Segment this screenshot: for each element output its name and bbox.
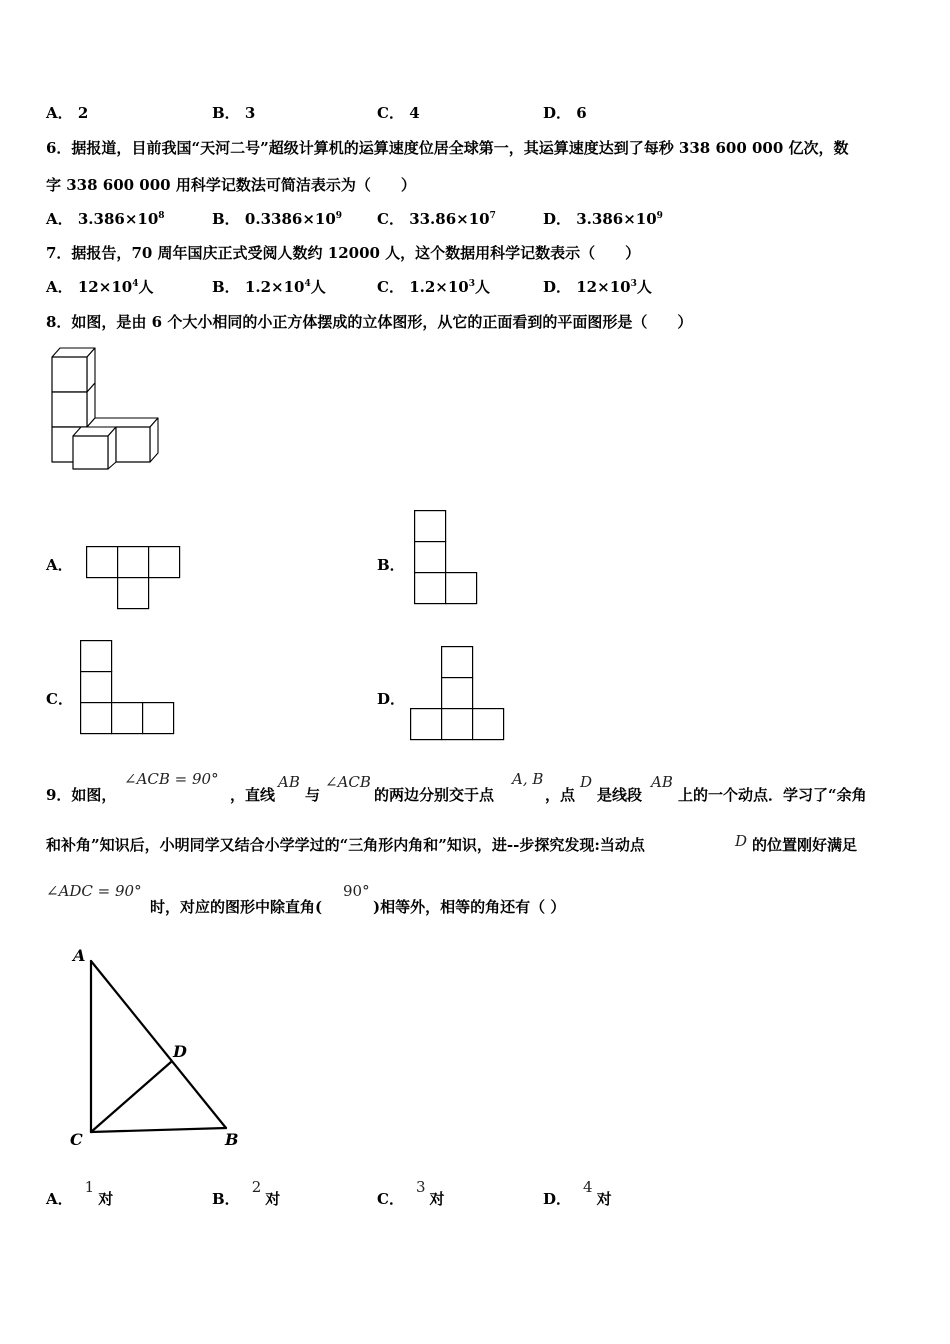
q6-option-d[interactable]: D． $3.386\times 10^9$: [543, 210, 663, 228]
q8-cube-figure: [46, 345, 162, 470]
q9-stem-line2a: 和补角”知识后，小明同学又结合小学学过的“三角形内角和”知识，进--步探究发现:当动点: [46, 836, 645, 854]
q8-option-d-figure[interactable]: [410, 646, 508, 742]
q9-stem-part2: ，直线: [230, 786, 276, 804]
q8-option-d-label[interactable]: D．: [377, 690, 406, 708]
q9-math-90: 90°: [343, 882, 370, 900]
q9-math-ab2: AB: [651, 773, 673, 791]
q9-option-c[interactable]: C．3对: [377, 1178, 445, 1208]
q9-stem-line3b: )相等外，相等的角还有（ ）: [373, 898, 566, 916]
q9-stem-part4: 的两边分别交于点: [374, 786, 495, 804]
q9-math-acb: ∠ACB: [325, 773, 371, 791]
q8-option-b-figure[interactable]: [414, 510, 480, 606]
q9-stem-part3: 与: [305, 786, 321, 804]
q9-stem-line3a: 时，对应的图形中除直角(: [150, 898, 323, 916]
q9-stem-part1: 9．如图，: [46, 786, 117, 804]
q5-option-c[interactable]: C． 4: [377, 104, 420, 122]
q9-stem-line2b: 的位置刚好满足: [752, 836, 858, 854]
vertex-label-c: C: [70, 1130, 83, 1149]
q9-math-d: D: [580, 773, 593, 791]
q9-option-b[interactable]: B．2对: [212, 1178, 281, 1208]
q5-option-d[interactable]: D． 6: [543, 104, 587, 122]
q6-option-c[interactable]: C． $33.86\times 10^7$: [377, 210, 496, 228]
vertex-label-d: D: [173, 1042, 187, 1061]
q5-option-a[interactable]: A． 2: [46, 104, 89, 122]
q8-option-b-label[interactable]: B．: [377, 556, 405, 574]
q7-option-b[interactable]: B． $1.2\times 10^4$人: [212, 278, 326, 296]
vertex-label-b: B: [225, 1130, 239, 1149]
q7-stem: 7．据报告，70 周年国庆正式受阅人数约 12000 人，这个数据用科学记数表示（ ）: [46, 244, 641, 262]
q9-option-a[interactable]: A．1对: [46, 1178, 114, 1208]
q8-option-c-figure[interactable]: [80, 640, 178, 736]
q9-stem-part6: 是线段: [597, 786, 643, 804]
q6-option-a[interactable]: A． $3.386\times 10^8$: [46, 210, 165, 228]
q7-option-d[interactable]: D． $12\times 10^3$人: [543, 278, 652, 296]
q7-option-a[interactable]: A． $12\times 10^4$人: [46, 278, 154, 296]
q9-math-ab: AB: [278, 773, 300, 791]
q8-option-c-label[interactable]: C．: [46, 690, 73, 708]
q9-triangle-figure: [60, 935, 260, 1155]
vertex-label-a: A: [73, 946, 86, 965]
q9-stem-part7: 上的一个动点．学习了“余角: [678, 786, 867, 804]
q7-option-c[interactable]: C． $1.2\times 10^3$人: [377, 278, 491, 296]
q9-stem-part5: ，点: [545, 786, 576, 804]
q9-math-acb90: ∠ACB = 90°: [124, 770, 219, 788]
q6-stem-line2: 字 338 600 000 用科学记数法可简洁表示为（ ）: [46, 176, 416, 194]
q9-math-points-ab: A, B: [512, 770, 544, 788]
q6-stem-line1: 6．据报道，目前我国“天河二号”超级计算机的运算速度位居全球第一，其运算速度达到了每秒 338 600 000 亿次，数: [46, 139, 849, 157]
q9-math-d2: D: [735, 832, 748, 850]
q8-option-a-figure[interactable]: [86, 546, 182, 610]
q8-option-a-label[interactable]: A．: [46, 556, 73, 574]
q8-stem: 8．如图，是由 6 个大小相同的小正方体摆成的立体图形，从它的正面看到的平面图形是（ ）: [46, 313, 693, 331]
q5-option-b[interactable]: B． 3: [212, 104, 256, 122]
q9-math-adc90: ∠ADC = 90°: [46, 882, 142, 900]
q9-option-d[interactable]: D．4对: [543, 1178, 612, 1208]
q6-option-b[interactable]: B． $0.3386\times 10^9$: [212, 210, 343, 228]
